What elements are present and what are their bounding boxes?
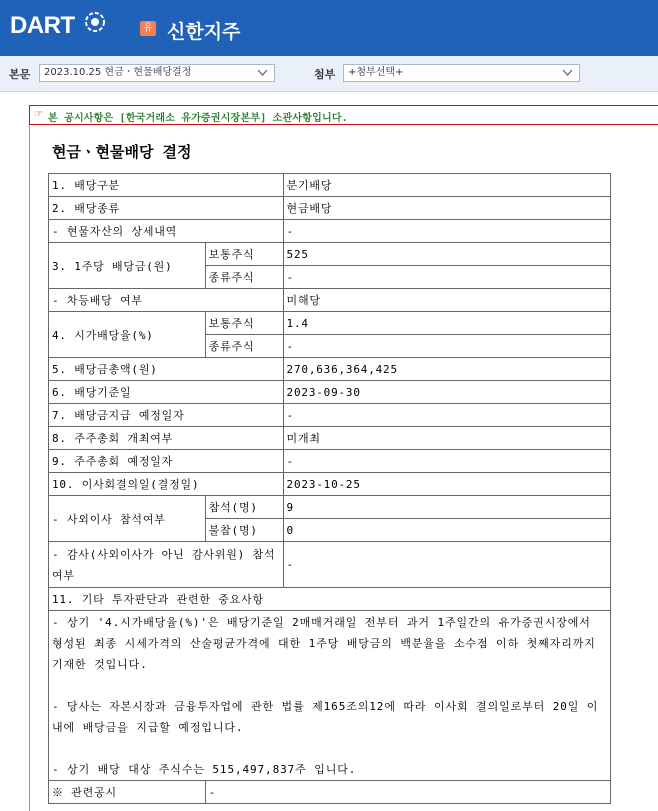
report-select[interactable]	[39, 64, 275, 82]
row-value: 미해당	[283, 289, 610, 312]
row-value: -	[283, 542, 610, 588]
row-value: 미개최	[283, 427, 610, 450]
row-value: 9	[283, 496, 610, 519]
table-row	[49, 496, 611, 519]
attach-select[interactable]	[343, 64, 580, 82]
toolbar	[0, 56, 658, 92]
row-sublabel: 종류주식	[205, 335, 283, 358]
row-value: 1.4	[283, 312, 610, 335]
document-viewport[interactable]	[0, 93, 658, 811]
row-label: 6. 배당기준일	[49, 381, 284, 404]
table-row	[49, 427, 611, 450]
company-name[interactable]: 신한지주	[167, 21, 241, 43]
row-label: 9. 주주총회 예정일자	[49, 450, 284, 473]
row-value: -	[283, 266, 610, 289]
note-paragraph: - 당사는 자본시장과 금융투자업에 관한 법률 제165조의12에 따라 이사회 결의일로부터 20일 이내에 배당금을 지급할 예정입니다.	[52, 700, 599, 734]
page-title: 현금ㆍ현물배당 결정	[52, 143, 192, 161]
row-label: 5. 배당금총액(원)	[49, 358, 284, 381]
row-sublabel: 참석(명)	[205, 496, 283, 519]
row-value: 525	[283, 243, 610, 266]
row-label: 10. 이사회결의일(결정일)	[49, 473, 284, 496]
row-label: 1. 배당구분	[49, 174, 284, 197]
row-label: - 현물자산의 상세내역	[49, 220, 284, 243]
row-label: 11. 기타 투자판단과 관련한 중요사항	[49, 588, 611, 611]
row-sublabel: 종류주식	[205, 266, 283, 289]
row-value: -	[283, 335, 610, 358]
market-badge: 유	[140, 21, 156, 36]
table-row	[49, 473, 611, 496]
row-value: 2023-10-25	[283, 473, 610, 496]
row-label: - 사외이사 참석여부	[49, 496, 206, 542]
table-row	[49, 450, 611, 473]
row-sublabel: 불참(명)	[205, 519, 283, 542]
table-row	[49, 404, 611, 427]
row-label: - 차등배당 여부	[49, 289, 284, 312]
table-row	[49, 588, 611, 611]
row-value: 현금배당	[283, 197, 610, 220]
table-row	[49, 289, 611, 312]
pointing-hand-icon: ☞	[34, 109, 43, 120]
notice-banner	[29, 105, 658, 125]
row-value: 2023-09-30	[283, 381, 610, 404]
row-value: -	[205, 781, 610, 804]
row-label: ※ 관련공시	[49, 781, 206, 804]
row-label: 7. 배당금지급 예정일자	[49, 404, 284, 427]
chevron-down-icon	[257, 68, 268, 77]
row-value: 270,636,364,425	[283, 358, 610, 381]
row-label: 3. 1주당 배당금(원)	[49, 243, 206, 289]
row-label: 8. 주주총회 개최여부	[49, 427, 284, 450]
row-sublabel: 보통주식	[205, 312, 283, 335]
table-row	[49, 381, 611, 404]
table-row	[49, 174, 611, 197]
app-header	[0, 0, 658, 56]
table-row	[49, 243, 611, 266]
table-row	[49, 312, 611, 335]
dart-logo[interactable]: DART	[10, 12, 75, 39]
row-value: -	[283, 450, 610, 473]
attach-select-value: +첨부선택+	[348, 67, 404, 78]
dividend-table	[48, 173, 611, 804]
dart-swirl-icon	[84, 11, 106, 33]
row-value: -	[283, 220, 610, 243]
report-label: 본문	[9, 68, 31, 81]
note-paragraph: - 상기 '4.시가배당율(%)'은 배당기준일 2매매거래일 전부터 과거 1주일간의 유가증권시장에서 형성된 최종 시세가격의 산술평균가격에 대한 1주당 배당금의 백분율을 소수점 이하 첫째자리까지 기재한 것입니다.	[52, 616, 596, 671]
row-label: 4. 시가배당율(%)	[49, 312, 206, 358]
row-value: 분기배당	[283, 174, 610, 197]
table-row	[49, 611, 611, 781]
table-row	[49, 358, 611, 381]
row-value: -	[283, 404, 610, 427]
table-row	[49, 542, 611, 588]
report-select-value: 2023.10.25 현금ㆍ현물배당결정	[44, 67, 192, 78]
notice-text: 본 공시사항은 [한국거래소 유가증권시장본부] 소관사항입니다.	[48, 113, 348, 124]
table-row	[49, 197, 611, 220]
row-label: 2. 배당종류	[49, 197, 284, 220]
chevron-down-icon	[562, 68, 573, 77]
table-row	[49, 781, 611, 804]
table-row	[49, 220, 611, 243]
row-label: - 감사(사외이사가 아닌 감사위원) 참석여부	[49, 542, 284, 588]
note-paragraph: - 상기 배당 대상 주식수는 515,497,837주 입니다.	[52, 763, 357, 776]
row-sublabel: 보통주식	[205, 243, 283, 266]
notes-cell	[49, 611, 611, 781]
row-value: 0	[283, 519, 610, 542]
attach-label: 첨부	[314, 68, 336, 81]
